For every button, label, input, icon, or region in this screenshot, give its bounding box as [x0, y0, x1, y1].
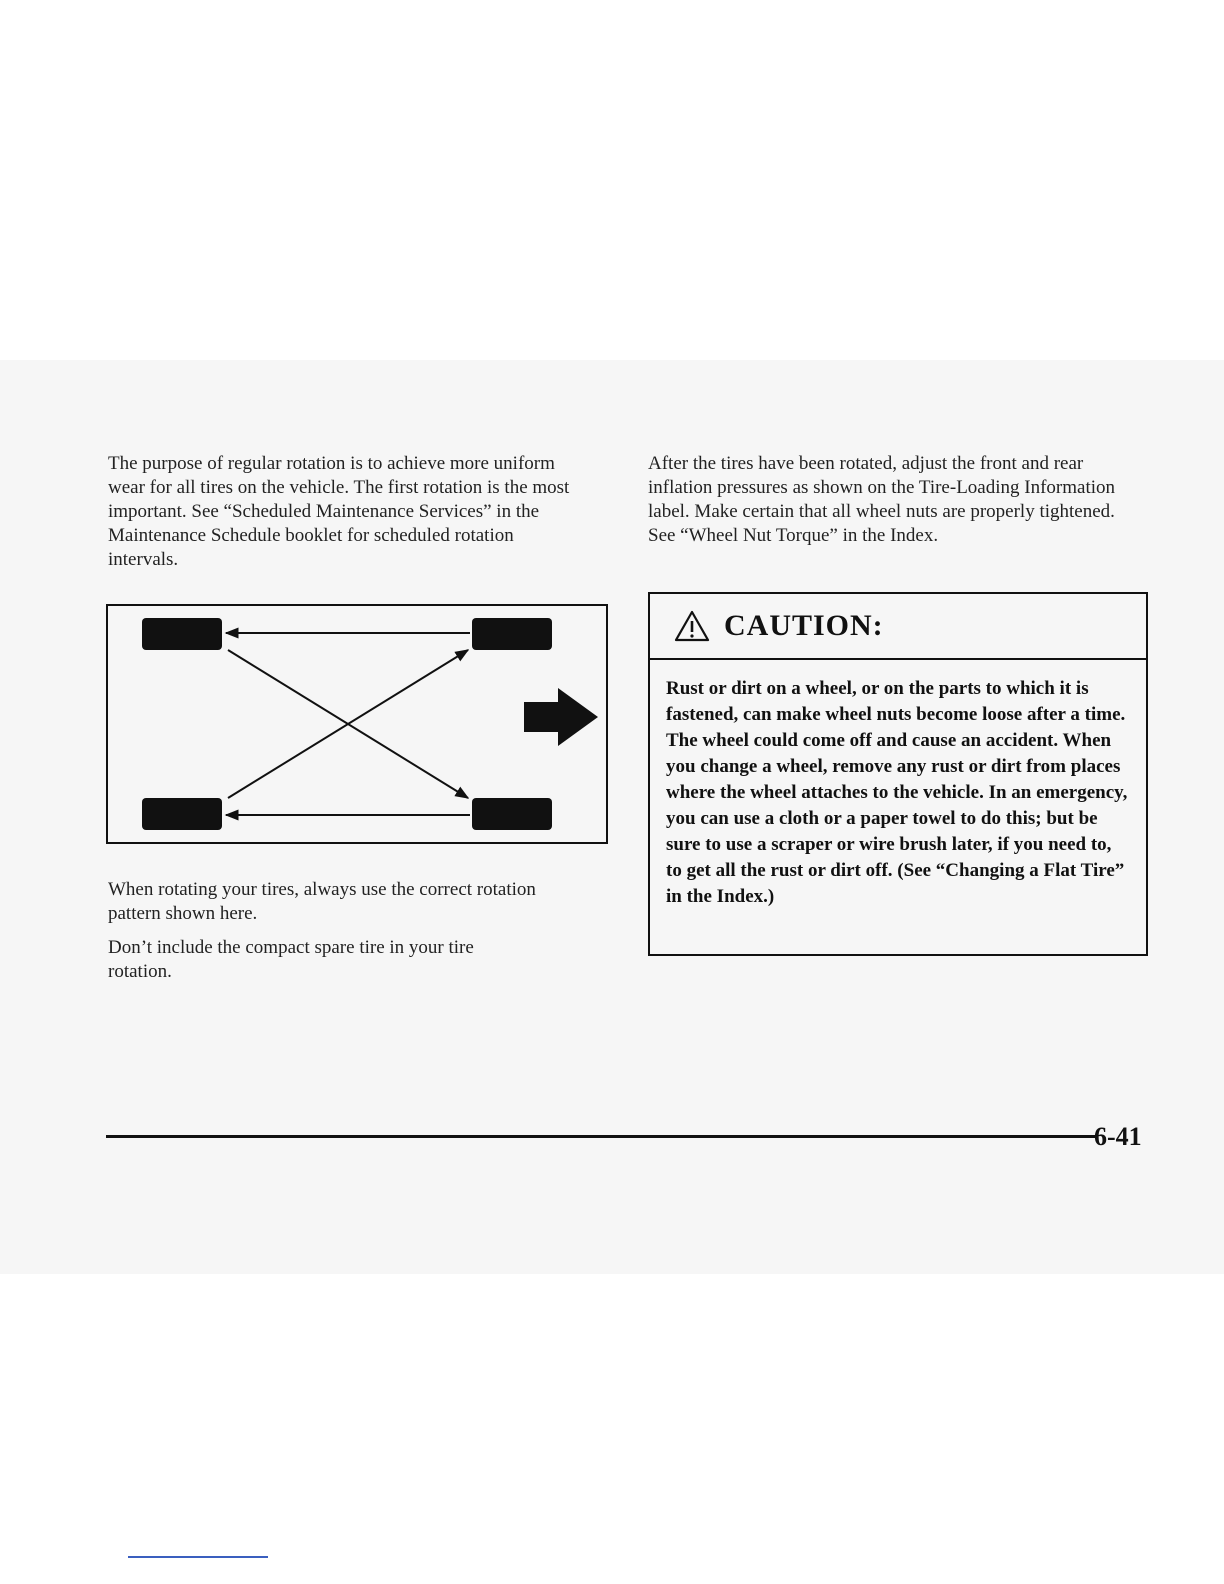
caution-body: Rust or dirt on a wheel, or on the parts to which it is fastened, can make wheel nuts become loose after a time. The wheel could come off and cause an accident. When you change a wheel, remove any rust or dirt from places where the wheel attaches to the vehicle. In an emergency, you can use a cloth or a paper towel to do this; but be sure to use a scraper or wire brush later, if you need to, to get all the rust or dirt off. (See “Changing a Flat Tire” in the Index.) [666, 678, 1128, 907]
warning-triangle-icon [674, 610, 710, 642]
tire-icon [142, 798, 222, 830]
page-number: 6-41 [1094, 1122, 1142, 1151]
tire-icon [472, 798, 552, 830]
rotation-purpose-paragraph: The purpose of regular rotation is to achieve more uniform wear for all tires on the vehicle. The first rotation is the most important. See “Scheduled Maintenance Services” in the Maintenance Schedule booklet for scheduled rotation intervals. [108, 453, 570, 570]
caution-title: CAUTION: [724, 609, 884, 642]
tire-icon [472, 618, 552, 650]
spare-tire-paragraph: Don’t include the compact spare tire in your tire rotation. [108, 937, 474, 982]
front-direction-arrow-icon [524, 688, 598, 746]
caution-box [648, 592, 1148, 956]
caution-header [650, 594, 1146, 660]
after-rotation-paragraph: After the tires have been rotated, adjust the front and rear inflation pressures as shown on the Tire-Loading Information label. Make certain that all wheel nuts are properly tightened. See “Wheel Nut Torque” in the Index. [648, 453, 1116, 546]
rotation-pattern-paragraph: When rotating your tires, always use the correct rotation pattern shown here. [108, 879, 536, 924]
tire-rotation-diagram [106, 604, 608, 844]
bottom-underline [128, 1556, 268, 1558]
footer-rule [106, 1135, 1096, 1138]
tire-icon [142, 618, 222, 650]
